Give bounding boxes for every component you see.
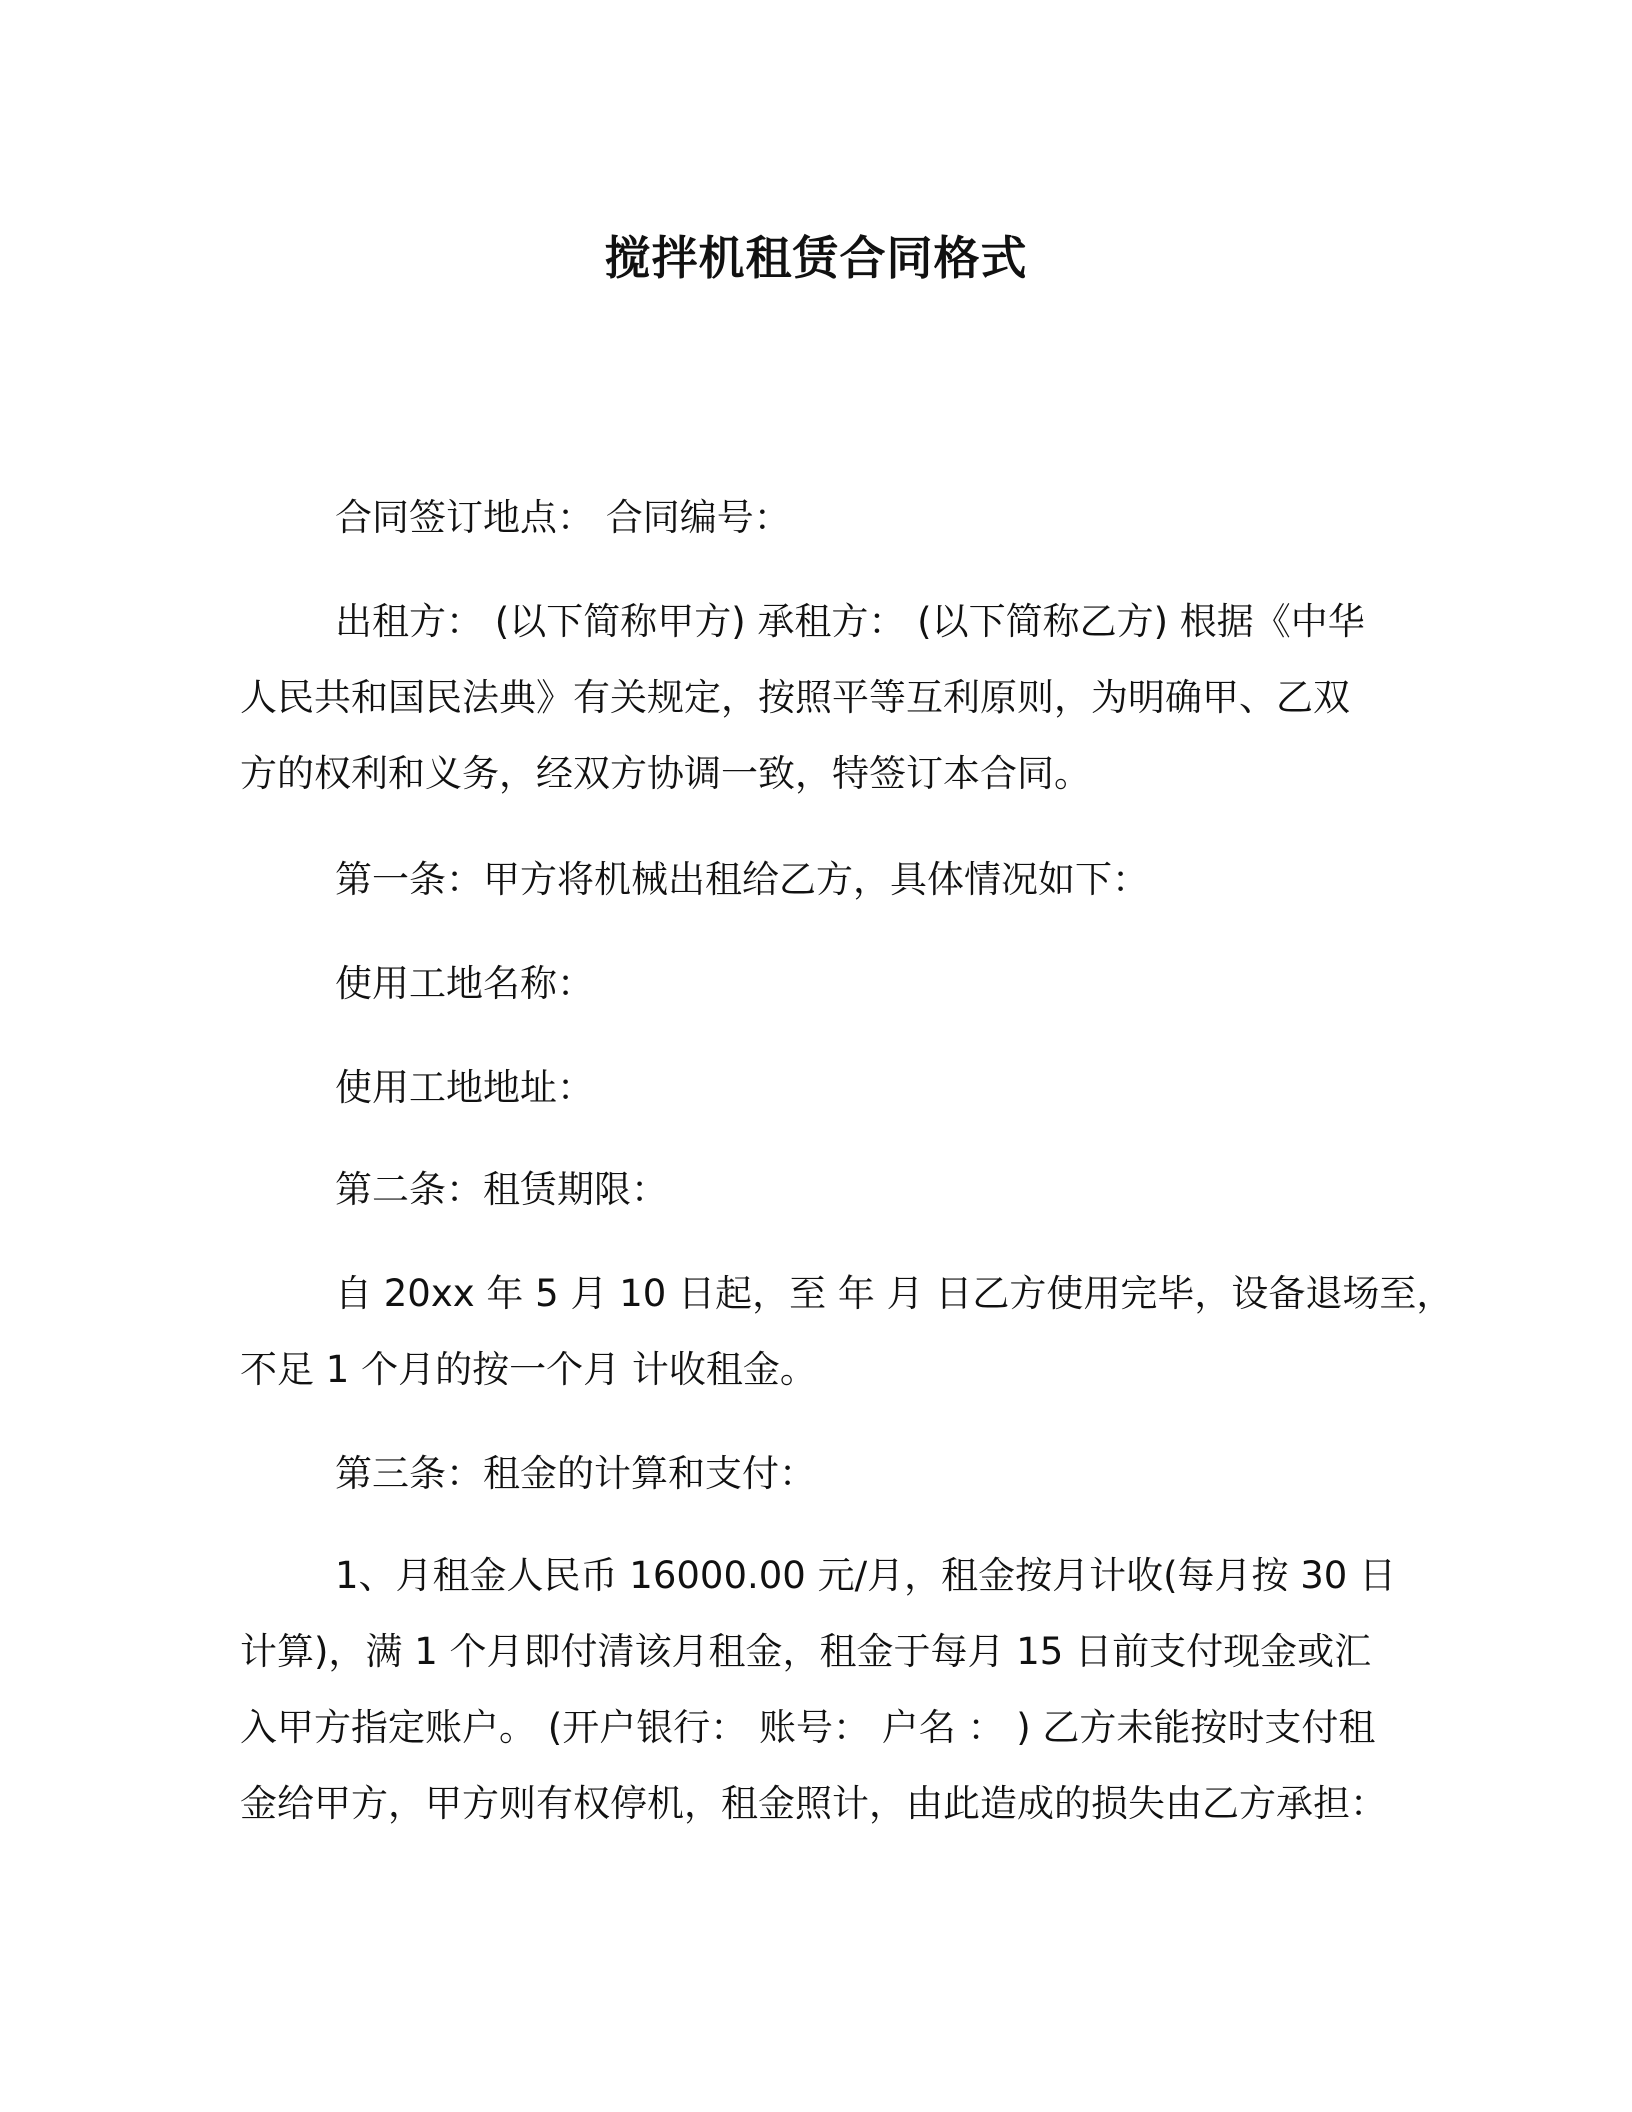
text-line: 入甲方指定账户。 (开户银行： 账号： 户名 ： ) 乙方未能按时支付租 bbox=[240, 1706, 1376, 1749]
paragraph-article-3 bbox=[240, 1436, 1400, 1512]
paragraph-parties bbox=[240, 584, 1400, 812]
paragraph-lease-period bbox=[240, 1256, 1454, 1408]
paragraph-site-name bbox=[240, 946, 1400, 1022]
text-line: 合同签订地点： 合同编号： bbox=[335, 496, 791, 539]
paragraph-site-address bbox=[240, 1050, 1400, 1126]
text-line: 使用工地名称： bbox=[335, 962, 594, 1005]
paragraph-signing-place bbox=[240, 480, 1400, 556]
text-line: 第一条：甲方将机械出租给乙方，具体情况如下： bbox=[335, 858, 1149, 901]
text-line: 计算)，满 1 个月即付清该月租金，租金于每月 15 日前支付现金或汇 bbox=[240, 1630, 1372, 1673]
text-line: 方的权利和义务，经双方协调一致，特签订本合同。 bbox=[240, 752, 1091, 795]
text-line: 不足 1 个月的按一个月 计收租金。 bbox=[240, 1348, 817, 1391]
text-line: 金给甲方，甲方则有权停机，租金照计，由此造成的损失由乙方承担： bbox=[240, 1782, 1387, 1825]
text-line: 第二条：租赁期限： bbox=[335, 1168, 668, 1211]
text-line: 第三条：租金的计算和支付： bbox=[335, 1452, 816, 1495]
paragraph-rent-terms bbox=[240, 1538, 1400, 1842]
text-line: 自 20xx 年 5 月 10 日起，至 年 月 日乙方使用完毕，设备退场至， bbox=[335, 1272, 1454, 1315]
paragraph-article-2 bbox=[240, 1152, 1400, 1228]
text-line: 使用工地地址： bbox=[335, 1066, 594, 1109]
paragraph-article-1 bbox=[240, 842, 1400, 918]
text-line: 人民共和国民法典》有关规定，按照平等互利原则，为明确甲、乙双 bbox=[240, 676, 1350, 719]
text-line: 1、月租金人民币 16000.00 元/月，租金按月计收(每月按 30 日 bbox=[335, 1554, 1397, 1597]
text-line: 出租方： (以下简称甲方) 承租方： (以下简称乙方) 根据《中华 bbox=[335, 600, 1365, 643]
document-title: 搅拌机租赁合同格式 bbox=[604, 231, 1028, 285]
